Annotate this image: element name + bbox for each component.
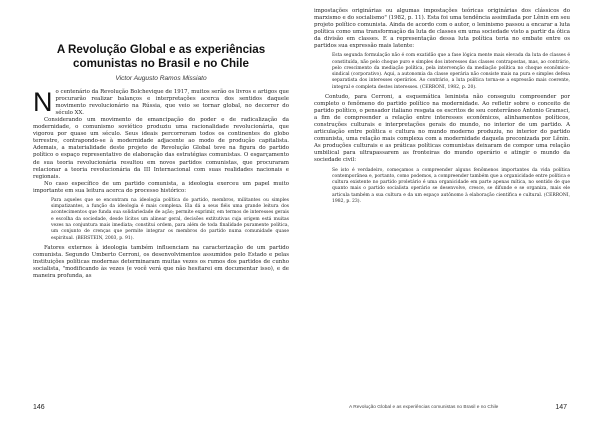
right-block-quote-2: Se isto é verdadeiro, começamos a compreender alguns fenômenos importantes da vida política contemporânea e, portanto, como podemos, a compreender também que a organicidade entre política e cultura existente no partido proletário é uma organicidade em parte apenas mítica, no sentido de que quanto mais o partido socialista operário se desenvolve, cresce, se difunde e se organiza, mais ele articula também a sua cultura e da um espaço autônomo à elaboração científica e cultural. (CERRONI, 1982, p. 23). [332, 167, 570, 205]
right-page-number: 147 [555, 404, 567, 411]
right-paragraph-2: Contudo, para Cerroni, a esquemática leninista não conseguiu compreender por completo o fenômeno do partido político na modernidade. Ao refletir sobre o conceito de partido político, o pensador italiano resgata os escritos de seu conterrâneo Antonio Gramsci, a fim de compreender a relação entre interesses econômicos, alinhamentos políticos, construções culturais e interpretações gerais do mundo, no interior de um partido. A articulação entre política e cultura no mundo moderno produziu, no interior do partido comunista, uma relação mais complexa com a modernidade daquela preconizada por Lênin. As produções culturais e as práticas políticas comunistas deixaram de compor uma relação umbilical para ultrapassarem as fronteiras do mundo operário e atingir o mundo da sociedade civil: [314, 94, 570, 164]
left-page-number: 146 [33, 404, 45, 411]
left-block-quote: Para aqueles que se encontram na ideologia política do partido, membros, militantes ou simples simpatizantes, a função da ideologia é mais complexa. Ela dá a seus fiéis uma grande leitura dos acontecimentos que funda sua solidariedade de ação; permite exprimir, em termos de interesses gerais e escolha da sociedade, desde lícitos um alinear geral, decisões extitutivas cuja origem está muitas vezes na conjuntura mais imediata; constitui ordem, para além de toda finalidade puramente política, um conjunto de crenças que permite integrar os membros do partido numa comunidade quase espiritual. (BERSTEIN, 2003, p. 91). [51, 197, 289, 241]
left-paragraph-1-text: o centenário da Revolução Bolchevique de 1917, muitos serão os livros e artigos que procurarão realizar balanços e interpretações acerca dos sentidos daquele movimento revolucionário na Rússia, que veio se tornar global, no decorrer do século XX. [55, 89, 289, 117]
left-paragraph-3: No caso específico de um partido comunista, a ideologia exerceu um papel muito importante em sua leitura acerca do processo histórico: [33, 180, 289, 194]
chapter-author: Victor Augusto Ramos Missiato [115, 75, 207, 82]
left-text-column [33, 10, 289, 280]
drop-cap: N [33, 87, 53, 118]
right-text-column [314, 8, 570, 208]
right-paragraph-1: impostações originárias ou algumas impostações teóricas originárias dos clássicos do marxismo e do socialismo" (1982, p. 11). Esta foi uma tendência assimilada por Lênin em seu projeto político comunista. Ainda de acordo com o autor, o leninismo passou a encarar a luta política como uma transformação da luta de classes em uma sociedade visto a partir da ótica da divisão em classes. E a representação dessa luta política teria no embate entre os partidos sua expressão mais latente: [314, 8, 570, 50]
right-block-quote-1: Esta segunda formulação não é com exatidão que a fase lógica mente mais elevada da luta de classes é constituída, não pelo choque puro e simples dos interesses das classes contrapostas, mas, ao contrário, pelo crescimento da mediação política, pela intervenção da mediação política no choque econômico-sindical (corporativo). Aqui, a autonomia da classe operária não consiste mais na pura e simples defesa separatista dos interesses operários. Ao contrário, a luta política torna-se a expressão mais coerente, integral e completa destes interesses. (CERRONI, 1982, p. 20). [332, 53, 570, 90]
left-paragraph-4: Fatores externos à ideologia também influenciam na caracterização de um partido comunista. Segundo Umberto Cerroni, os desenvolvimentos assumidos pelo Estado e pelas instituições políticas modernas determinaram muitas vezes os rumos dos partidos de cunho socialista, "modificando às vezes (e você verá que não hesitarei em documentar isso), e de maneira profunda, as [33, 244, 289, 280]
left-paragraph-1 [33, 89, 289, 117]
chapter-title: A Revolução Global e as experiências comunistas no Brasil e no Chile [56, 43, 266, 70]
running-head: A Revolução Global e as experiências comunistas no Brasil e no Chile [349, 405, 499, 410]
left-paragraph-2: Considerando um movimento de emancipação do poder e de radicalização da modernidade, o comunismo soviético produziu uma racionalidade revolucionária, que vigorou por quase um século. Seus ideais percorreram todos os continentes do globo terrestre, contrapondo-se à modernidade adjacente ao modo de produção capitalista. Ademais, a materialidade deste projeto de Revolução Global teve na figura do partido político o espaço representativo de elaboração das estratégias comunistas. O esgarçamento de sua teoria revolucionária resultou em novos partidos comunistas, que procuraram relacionar a teoria revolucionária da III Internacional com suas realidades nacionais e regionais. [33, 117, 289, 180]
right-page [300, 0, 600, 439]
